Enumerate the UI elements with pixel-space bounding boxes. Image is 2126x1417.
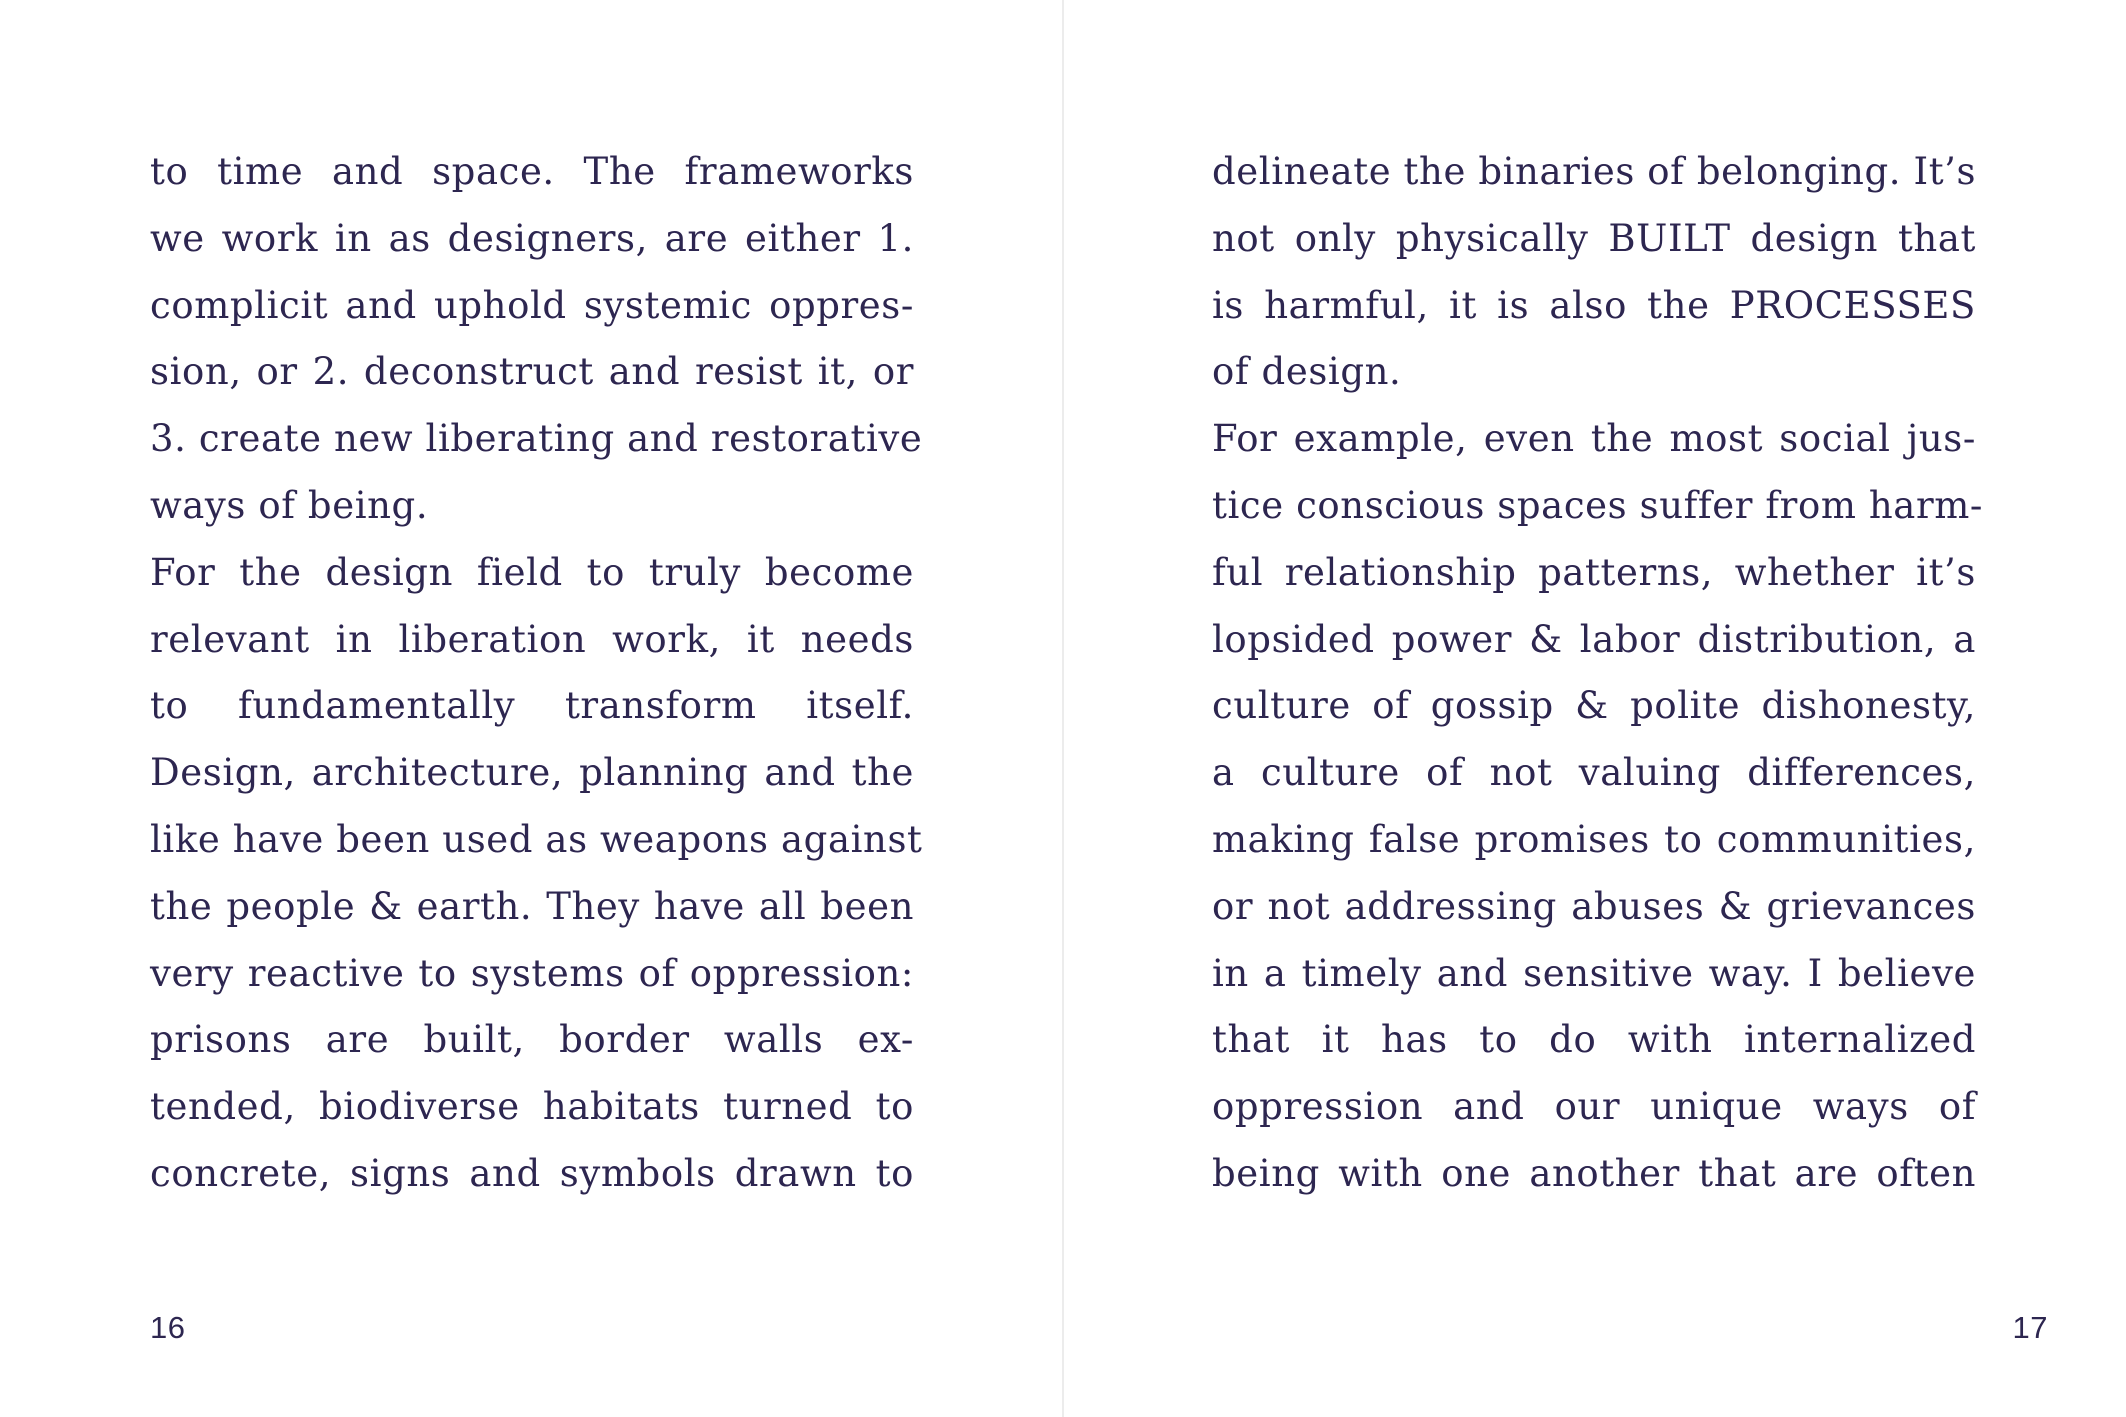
text-line: ways of being. [150, 483, 429, 527]
text-line: 3. create new liberating and restorative [150, 417, 923, 461]
text-line: the people & earth. They have all been [150, 884, 914, 928]
text-line: concrete, signs and symbols drawn to [150, 1151, 914, 1195]
right-page-body-text [1212, 139, 1984, 1208]
page-number-right: 17 [2012, 1310, 2048, 1345]
text-line: oppression and our unique ways of [1212, 1085, 1976, 1129]
text-line: tended, biodiverse habitats turned to [150, 1085, 914, 1129]
text-line: lopsided power & labor distribution, a [1212, 617, 1976, 661]
text-line: being with one another that are often [1212, 1151, 1976, 1195]
text-line: prisons are built, border walls ex- [150, 1018, 914, 1062]
text-line: that it has to do with internalized [1212, 1018, 1976, 1062]
left-page [0, 0, 1062, 1417]
text-line: Design, architecture, planning and the [150, 751, 914, 795]
right-page [1064, 0, 2126, 1417]
text-line: sion, or 2. deconstruct and resist it, or [150, 350, 914, 394]
text-line: very reactive to systems of oppression: [150, 951, 914, 995]
text-line: like have been used as weapons against [150, 817, 923, 861]
text-line: a culture of not valuing differences, [1212, 751, 1976, 795]
text-line: of design. [1212, 350, 1402, 394]
text-line: delineate the binaries of belonging. It’s [1212, 150, 1977, 193]
text-line: complicit and uphold systemic oppres- [150, 283, 914, 327]
text-line: not only physically BUILT design that [1212, 216, 1976, 260]
page-number-left: 16 [150, 1310, 186, 1345]
text-line: ful relationship patterns, whether it’s [1212, 550, 1976, 594]
text-line: making false promises to communities, [1212, 817, 1976, 861]
text-line: tice conscious spaces suffer from harm- [1212, 483, 1984, 527]
text-line: or not addressing abuses & grievances [1212, 884, 1976, 928]
text-line: For the design field to truly become [150, 550, 914, 594]
text-line: to fundamentally transform itself. [150, 684, 914, 728]
text-line: culture of gossip & polite dishonesty, [1212, 684, 1976, 728]
text-line: to time and space. The frameworks [150, 150, 914, 193]
text-line: is harmful, it is also the PROCESSES [1212, 283, 1976, 327]
text-line: relevant in liberation work, it needs [150, 617, 914, 661]
left-page-body-text [150, 139, 923, 1208]
text-line: in a timely and sensitive way. I believe [1212, 951, 1976, 995]
text-line: we work in as designers, are either 1. [150, 216, 914, 260]
text-line: For example, even the most social jus- [1212, 417, 1976, 461]
